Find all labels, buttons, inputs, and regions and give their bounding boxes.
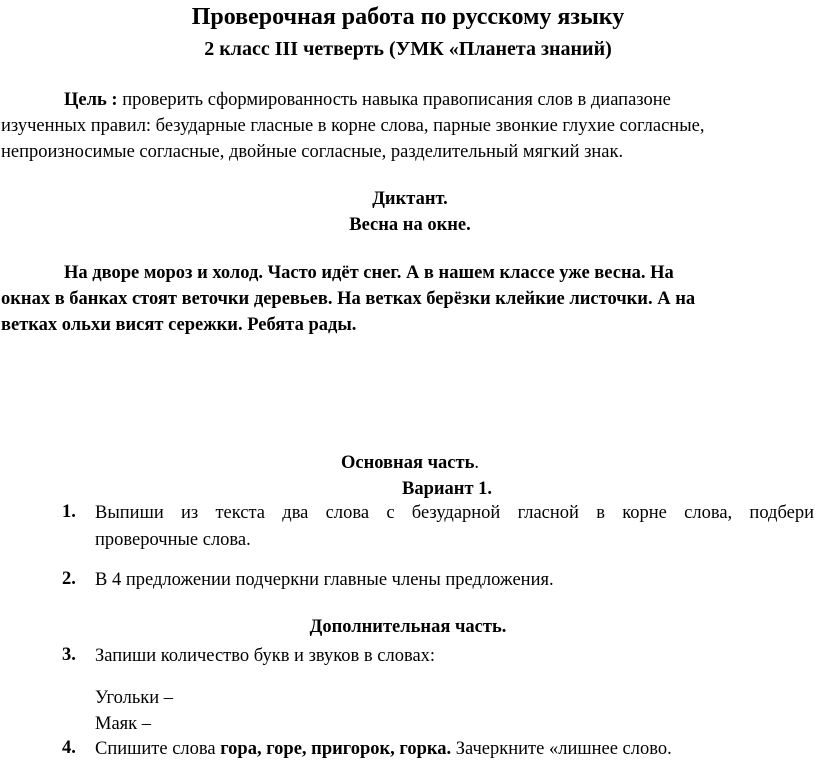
dictation-title: Весна на окне. xyxy=(349,215,471,235)
goal-line-3: непроизносимые согласные, двойные согласные, разделительный мягкий знак. xyxy=(1,142,624,162)
task-4-text-after: Зачеркните «лишнее слово. xyxy=(451,739,672,759)
goal-text-1: проверить сформированность навыка правописания слов в диапазоне xyxy=(117,90,671,110)
page-title: Проверочная работа по русскому языку xyxy=(191,4,625,30)
extra-part-heading: Дополнительная часть. xyxy=(309,617,507,637)
main-part-heading-text: Основная часть xyxy=(341,453,475,473)
dictation-line-3: ветках ольхи висят сережки. Ребята рады. xyxy=(1,315,357,335)
task-3-word-1: Угольки – xyxy=(95,688,174,708)
task-1-line-2: проверочные слова. xyxy=(95,530,251,550)
variant-label: Вариант 1. xyxy=(402,479,493,499)
task-1-number: 1. xyxy=(62,502,76,522)
dictation-line-1: На дворе мороз и холод. Часто идёт снег. А в нашем классе уже весна. На xyxy=(64,263,674,283)
task-3-word-2: Маяк – xyxy=(95,714,152,734)
task-2-number: 2. xyxy=(62,569,76,589)
task-3-text: Запиши количество букв и звуков в словах: xyxy=(95,646,436,666)
dictation-heading: Диктант. xyxy=(372,189,448,209)
task-4-text xyxy=(95,736,672,763)
main-part-heading-dot: . xyxy=(474,453,479,473)
main-part-heading xyxy=(0,453,816,474)
task-4-number: 4. xyxy=(62,738,76,758)
page-subtitle: 2 класс III четверть (УМК «Планета знаний) xyxy=(204,38,612,60)
task-4-bold-words: гора, горе, пригорок, горка. xyxy=(220,739,452,759)
goal-line-1 xyxy=(64,87,671,113)
goal-line-2: изученных правил: безударные гласные в корне слова, парные звонкие глухие согласные, xyxy=(1,116,705,136)
task-3-number: 3. xyxy=(62,645,76,665)
task-1-line-1: Выпиши из текста два слова с безударной гласной в корне слова, подбери xyxy=(95,503,814,523)
goal-label: Цель : xyxy=(64,90,118,110)
task-4-text-before: Спишите слова xyxy=(95,739,221,759)
task-2-text: В 4 предложении подчеркни главные члены предложения. xyxy=(95,570,554,590)
dictation-line-2: окнах в банках стоят веточки деревьев. На ветках берёзки клейкие листочки. А на xyxy=(1,289,696,309)
